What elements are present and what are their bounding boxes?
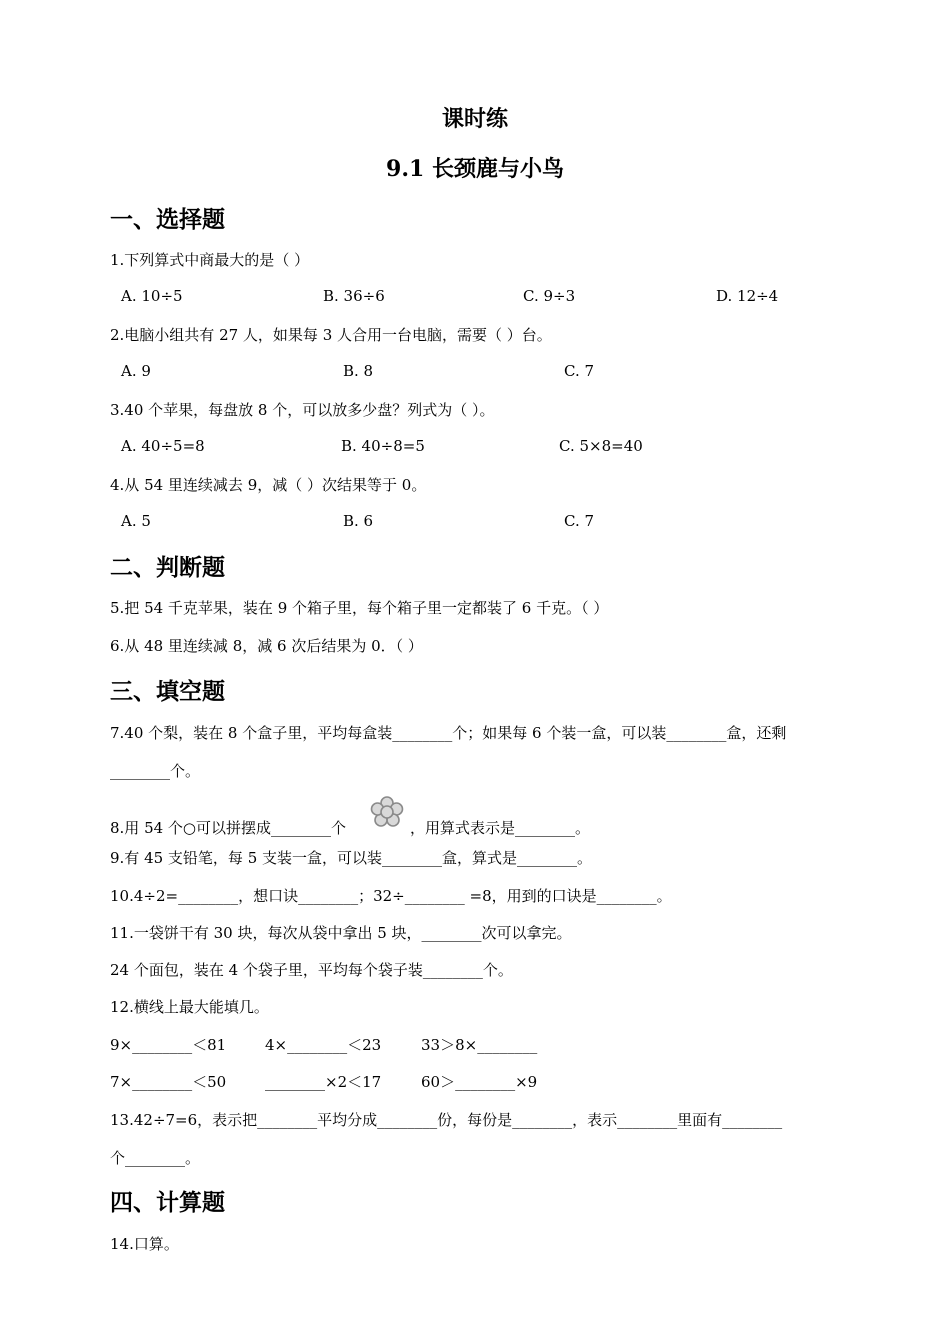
question-13-line-1: 13.42÷7=6，表示把________平均分成________份，每份是________，表示________里面有________ bbox=[110, 1111, 783, 1129]
inequality-item: 4×________＜23 bbox=[265, 1036, 382, 1054]
option-b: B. 36÷6 bbox=[323, 287, 385, 305]
question-10: 10.4÷2=________，想口诀________；32÷________ =8，用到的口诀是________。 bbox=[110, 887, 672, 905]
option-a: A. 5 bbox=[121, 512, 151, 530]
page-title: 课时练 bbox=[441, 106, 508, 132]
question-13-line-2: 个________。 bbox=[110, 1149, 201, 1167]
inequality-item: 7×________＜50 bbox=[110, 1073, 227, 1091]
question-1: 1.下列算式中商最大的是（ ） bbox=[110, 251, 310, 269]
question-8-part-2: ，用算式表示是________。 bbox=[410, 819, 591, 837]
option-b: B. 40÷8=5 bbox=[341, 437, 425, 455]
inequality-item: 9×________＜81 bbox=[110, 1036, 227, 1054]
inequality-item: ________×2＜17 bbox=[265, 1073, 382, 1091]
question-9: 9.有 45 支铅笔，每 5 支装一盒，可以装________盒，算式是________。 bbox=[110, 849, 593, 867]
question-2: 2.电脑小组共有 27 人，如果每 3 人合用一台电脑，需要（ ）台。 bbox=[110, 326, 552, 344]
section-heading: 三、填空题 bbox=[110, 678, 225, 705]
question-12: 12.横线上最大能填几。 bbox=[110, 998, 269, 1016]
flower-pattern-icon bbox=[368, 794, 406, 830]
option-b: B. 8 bbox=[343, 362, 374, 380]
question-5: 5.把 54 千克苹果，装在 9 个箱子里，每个箱子里一定都装了 6 千克。（ ） bbox=[110, 599, 609, 617]
question-6: 6.从 48 里连续减 8，减 6 次后结果为 0．（ ） bbox=[110, 637, 423, 655]
inequality-item: 33＞8×________ bbox=[421, 1036, 538, 1054]
question-8-part-1: 8.用 54 个○可以拼摆成________个 bbox=[110, 819, 347, 837]
page-subtitle: 9.1 长颈鹿与小鸟 bbox=[386, 156, 564, 182]
option-d: D. 12÷4 bbox=[716, 287, 779, 305]
option-a: A. 40÷5=8 bbox=[121, 437, 205, 455]
inequality-item: 60＞________×9 bbox=[421, 1073, 538, 1091]
question-14: 14.口算。 bbox=[110, 1235, 179, 1253]
option-c: C. 7 bbox=[564, 512, 595, 530]
section-heading: 四、计算题 bbox=[110, 1189, 225, 1216]
question-11-continued: 24 个面包，装在 4 个袋子里，平均每个袋子装________个。 bbox=[110, 961, 513, 979]
question-4: 4.从 54 里连续减去 9，减（ ）次结果等于 0。 bbox=[110, 476, 427, 494]
option-a: A. 9 bbox=[121, 362, 151, 380]
question-11: 11.一袋饼干有 30 块，每次从袋中拿出 5 块，________次可以拿完。 bbox=[110, 924, 572, 942]
option-b: B. 6 bbox=[343, 512, 374, 530]
option-c: C. 5×8=40 bbox=[559, 437, 643, 455]
option-c: C. 9÷3 bbox=[523, 287, 576, 305]
option-a: A. 10÷5 bbox=[121, 287, 183, 305]
question-7-line-1: 7.40 个梨，装在 8 个盒子里，平均每盒装________个；如果每 6 个装一盒，可以装________盒，还剩 bbox=[110, 724, 787, 742]
question-7-line-2: ________个。 bbox=[110, 762, 201, 780]
section-heading: 二、判断题 bbox=[110, 554, 225, 581]
option-c: C. 7 bbox=[564, 362, 595, 380]
question-3: 3.40 个苹果，每盘放 8 个，可以放多少盘？列式为（ ）。 bbox=[110, 401, 495, 419]
section-heading: 一、选择题 bbox=[110, 206, 225, 233]
